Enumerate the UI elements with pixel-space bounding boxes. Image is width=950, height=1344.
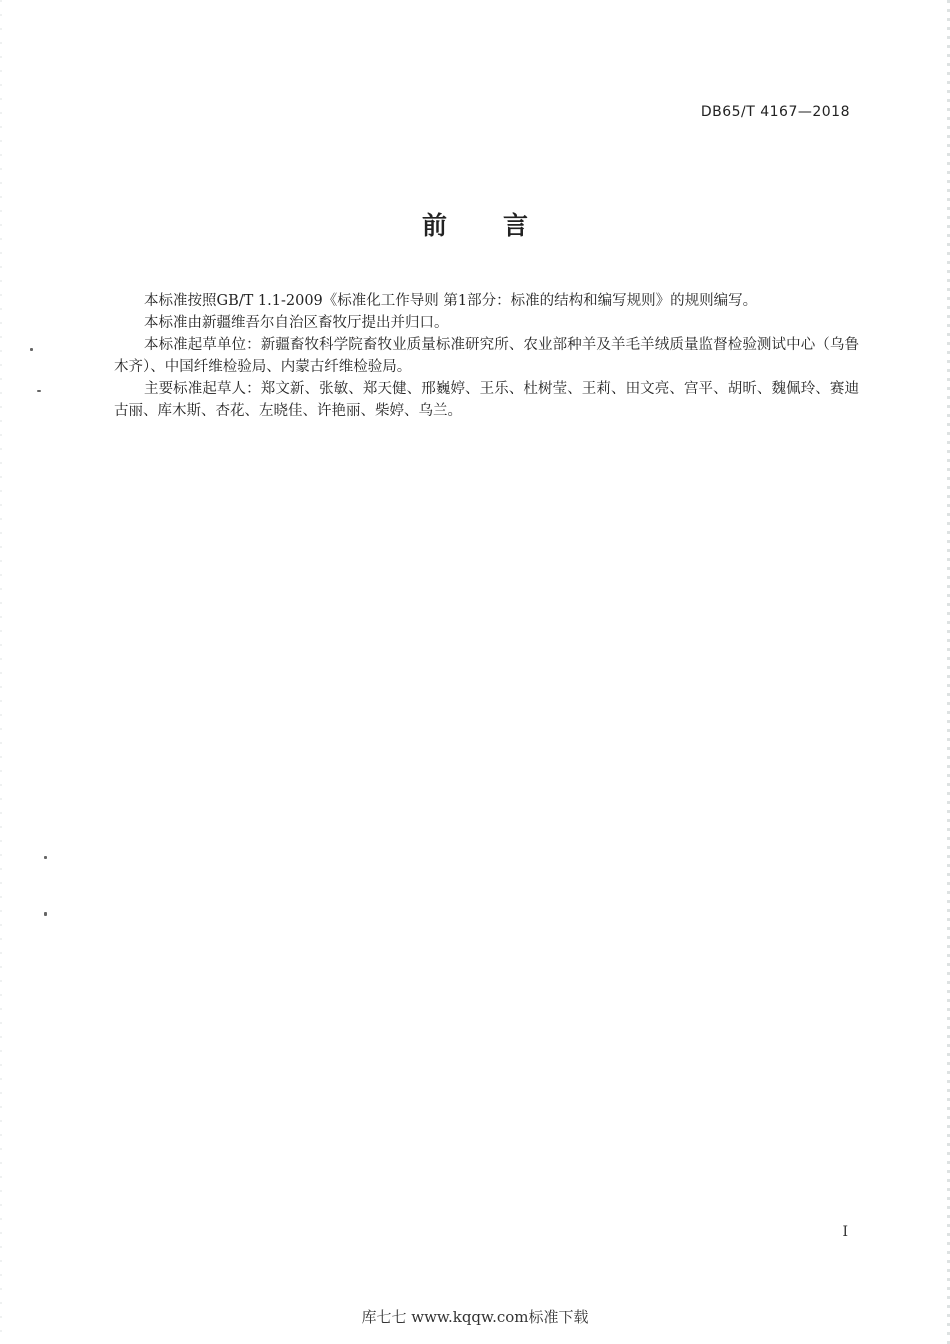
paragraph-drafters: 主要标准起草人：郑文新、张敏、郑天健、邢巍婷、王乐、杜树莹、王莉、田文亮、宫平、胡昕、魏佩玲、赛迪古丽、库木斯、杏花、左晓佳、许艳丽、柴婷、乌兰。 bbox=[114, 381, 859, 419]
scan-speck bbox=[37, 390, 41, 392]
scan-speck bbox=[44, 856, 47, 859]
footer-watermark: 库七七 www.kqqw.com标准下载 bbox=[361, 1308, 589, 1326]
foreword-body bbox=[114, 290, 859, 422]
scan-speck bbox=[30, 348, 33, 351]
page-number: I bbox=[842, 1224, 848, 1240]
paragraph-drafting-rules: 本标准按照GB/T 1.1-2009《标准化工作导则 第1部分：标准的结构和编写规则》的规则编写。 bbox=[144, 293, 758, 309]
standard-code: DB65/T 4167—2018 bbox=[700, 104, 850, 120]
paragraph-proposer: 本标准由新疆维吾尔自治区畜牧厅提出并归口。 bbox=[144, 315, 449, 331]
scan-edge-left bbox=[0, 0, 2, 1344]
page-title: 前言 bbox=[421, 211, 584, 240]
paragraph-drafting-units: 本标准起草单位：新疆畜牧科学院畜牧业质量标准研究所、农业部种羊及羊毛羊绒质量监督检验测试中心（乌鲁木齐）、中国纤维检验局、内蒙古纤维检验局。 bbox=[114, 337, 859, 375]
scan-speck bbox=[44, 912, 47, 916]
